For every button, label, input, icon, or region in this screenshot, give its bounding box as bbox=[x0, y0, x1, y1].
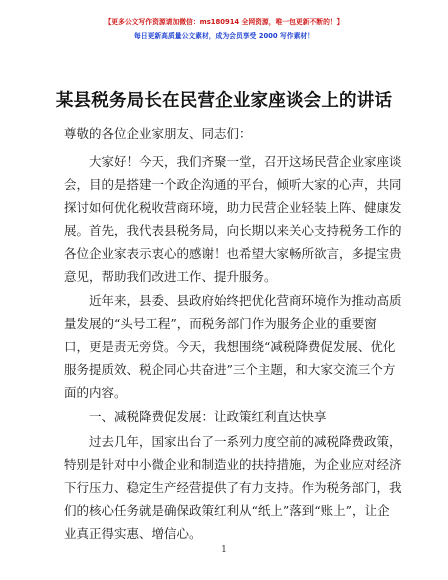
document-title: 某县税务局长在民营企业家座谈会上的讲话 bbox=[55, 91, 393, 111]
paragraph-line: 服务提质效、税企同心共奋进”三个主题，和大家交流三个方 bbox=[64, 362, 396, 377]
paragraph-line: 会，目的是搭建一个政企沟通的平台，倾听大家的心声，共同 bbox=[64, 177, 402, 192]
promo-banner-top: 【更多公文写作资源请加微信：ms180914 全网资源，唯一包更新不断的！】 bbox=[104, 18, 344, 26]
paragraph-line: 探讨如何优化税收营商环境，助力民营企业轻装上阵、健康发 bbox=[64, 200, 402, 215]
salutation: 尊敬的各位企业家朋友、同志们： bbox=[64, 126, 252, 141]
paragraph-line: 口，更是责无旁贷。今天，我想围绕“减税降费促发展、优化 bbox=[64, 339, 396, 354]
paragraph-line: 特别是针对中小微企业和制造业的扶持措施，为企业应对经济 bbox=[64, 457, 402, 472]
promo-banner-bottom: 每日更新高质量公文素材，成为会员享受 2000 写作素材！ bbox=[134, 32, 314, 40]
paragraph-line: 们的核心任务就是确保政策红利从“纸上”落到“账上”，让企 bbox=[64, 503, 390, 518]
paragraph-line: 业真正得实惠、增信心。 bbox=[64, 526, 202, 541]
paragraph-line: 面的内容。 bbox=[64, 385, 127, 400]
page-number: 1 bbox=[221, 545, 227, 555]
paragraph-line: 大家好！今天，我们齐聚一堂，召开这场民营企业家座谈 bbox=[89, 154, 402, 169]
paragraph-line: 量发展的“头号工程”，而税务部门作为服务企业的重要窗 bbox=[64, 316, 377, 331]
paragraph-line: 意见，帮助我们改进工作、提升服务。 bbox=[64, 269, 277, 284]
paragraph-line: 各位企业家表示衷心的感谢！也希望大家畅所欲言，多提宝贵 bbox=[64, 246, 402, 261]
paragraph-line: 过去几年，国家出台了一系列力度空前的减税降费政策， bbox=[89, 434, 402, 449]
section-heading-1: 一、减税降费促发展：让政策红利直达快享 bbox=[89, 409, 327, 424]
paragraph-line: 展。首先，我代表县税务局，向长期以来关心支持税务工作的 bbox=[64, 223, 402, 238]
paragraph-line: 近年来，县委、县政府始终把优化营商环境作为推动高质 bbox=[89, 293, 402, 308]
paragraph-line: 下行压力、稳定生产经营提供了有力支持。作为税务部门，我 bbox=[64, 480, 402, 495]
